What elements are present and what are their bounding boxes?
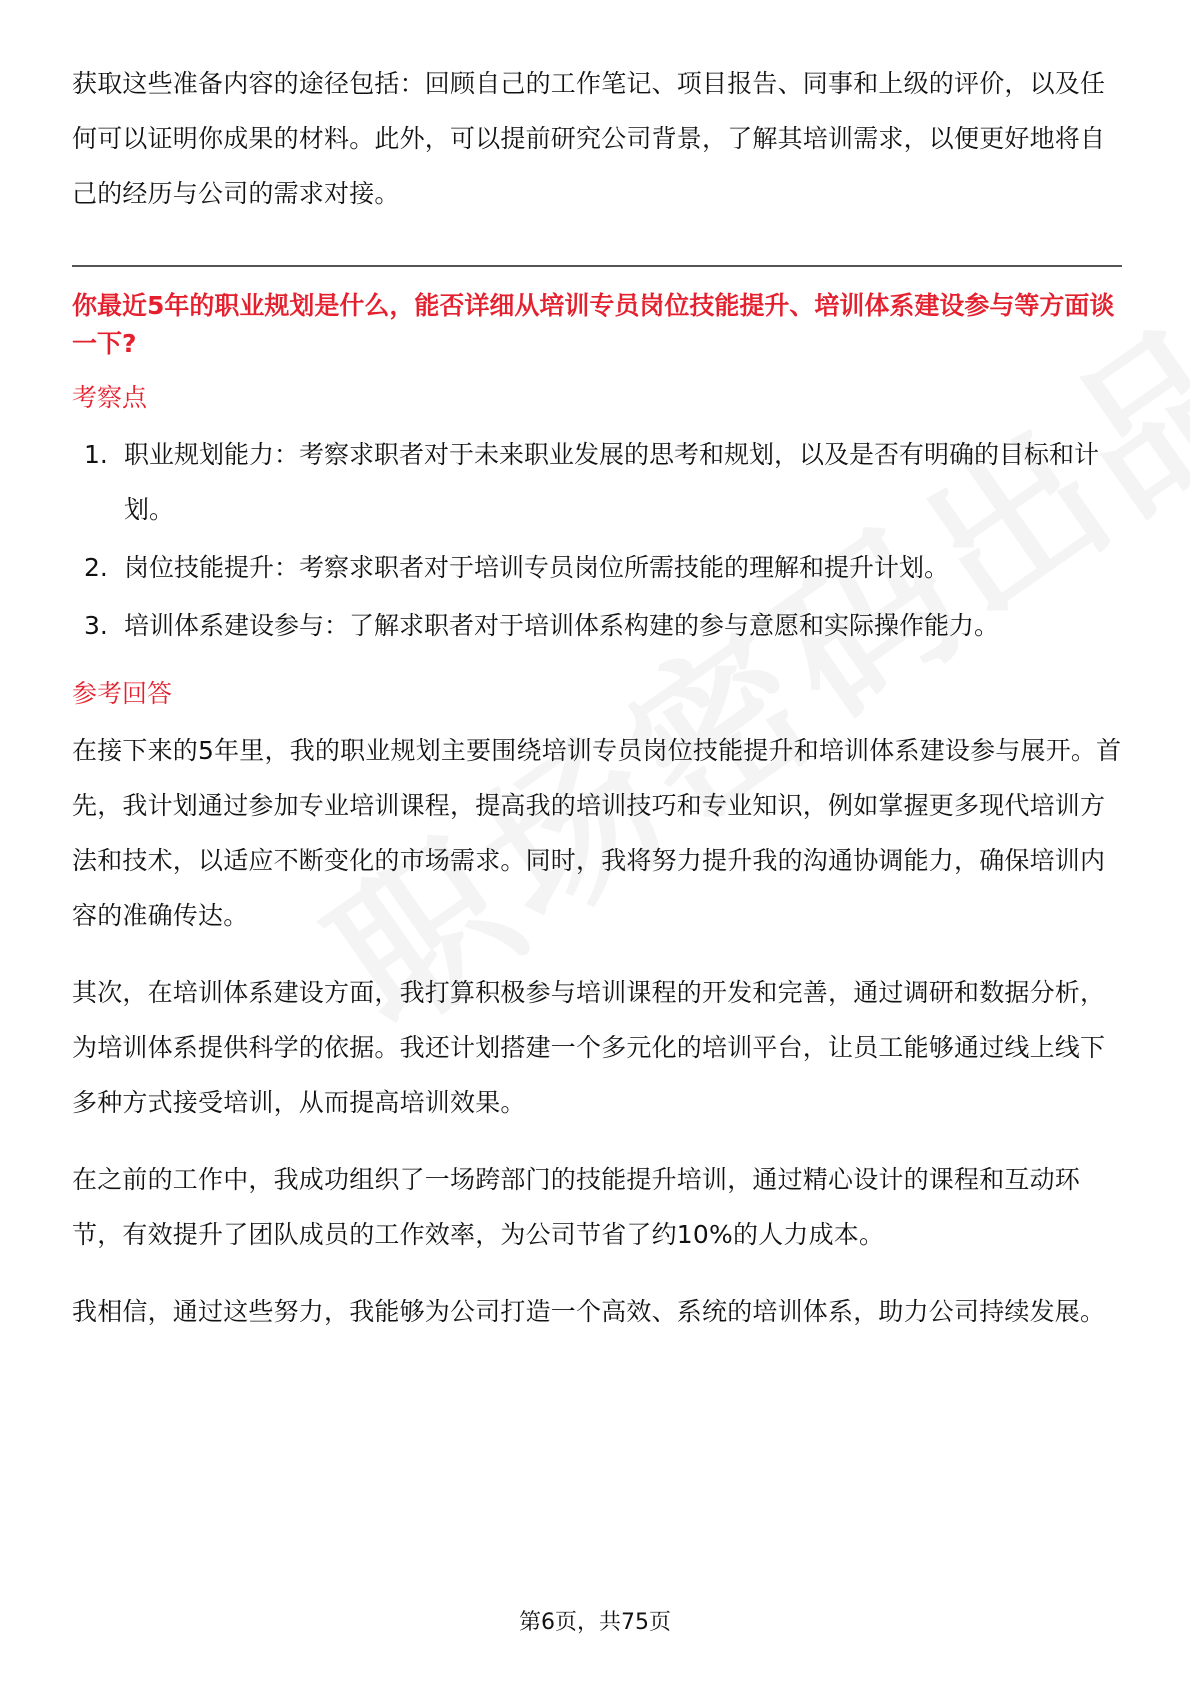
- point-text: 职业规划能力：考察求职者对于未来职业发展的思考和规划，以及是否有明确的目标和计划。: [124, 440, 1100, 524]
- answer-paragraph: 在之前的工作中，我成功组织了一场跨部门的技能提升培训，通过精心设计的课程和互动环节，有效提升了团队成员的工作效率，为公司节省了约10%的人力成本。: [72, 1165, 1081, 1249]
- point-number: 1.: [84, 440, 108, 469]
- point-number: 3.: [84, 611, 108, 640]
- intro-paragraph: 获取这些准备内容的途径包括：回顾自己的工作笔记、项目报告、同事和上级的评价，以及任何可以证明你成果的材料。此外，可以提前研究公司背景，了解其培训需求，以便更好地将自己的经历与公司的需求对接。: [72, 69, 1106, 208]
- page-content: [72, 56, 1122, 1339]
- answer-paragraph: 在接下来的5年里，我的职业规划主要围绕培训专员岗位技能提升和培训体系建设参与展开。首先，我计划通过参加专业培训课程，提高我的培训技巧和专业知识，例如掌握更多现代培训方法和技术，以适应不断变化的市场需求。同时，我将努力提升我的沟通协调能力，确保培训内容的准确传达。: [72, 736, 1122, 930]
- question-heading: 你最近5年的职业规划是什么，能否详细从培训专员岗位技能提升、培训体系建设参与等方面谈一下?: [72, 291, 1115, 358]
- point-text: 培训体系建设参与：了解求职者对于培训体系构建的参与意愿和实际操作能力。: [124, 611, 1000, 640]
- assessment-point: [72, 598, 1122, 653]
- answer-paragraph: 其次，在培训体系建设方面，我打算积极参与培训课程的开发和完善，通过调研和数据分析，为培训体系提供科学的依据。我还计划搭建一个多元化的培训平台，让员工能够通过线上线下多种方式接受培训，从而提高培训效果。: [72, 978, 1106, 1117]
- section-divider: [72, 265, 1122, 267]
- assessment-point: [72, 427, 1122, 537]
- point-text: 岗位技能提升：考察求职者对于培训专员岗位所需技能的理解和提升计划。: [124, 553, 950, 582]
- page-number-footer: 第6页，共75页: [519, 1610, 671, 1635]
- assessment-point: [72, 540, 1122, 595]
- assessment-points-list: [72, 427, 1122, 653]
- answer-heading: 参考回答: [72, 679, 173, 708]
- assessment-heading: 考察点: [72, 383, 148, 412]
- answer-paragraph: 我相信，通过这些努力，我能够为公司打造一个高效、系统的培训体系，助力公司持续发展。: [72, 1297, 1106, 1326]
- point-number: 2.: [84, 553, 108, 582]
